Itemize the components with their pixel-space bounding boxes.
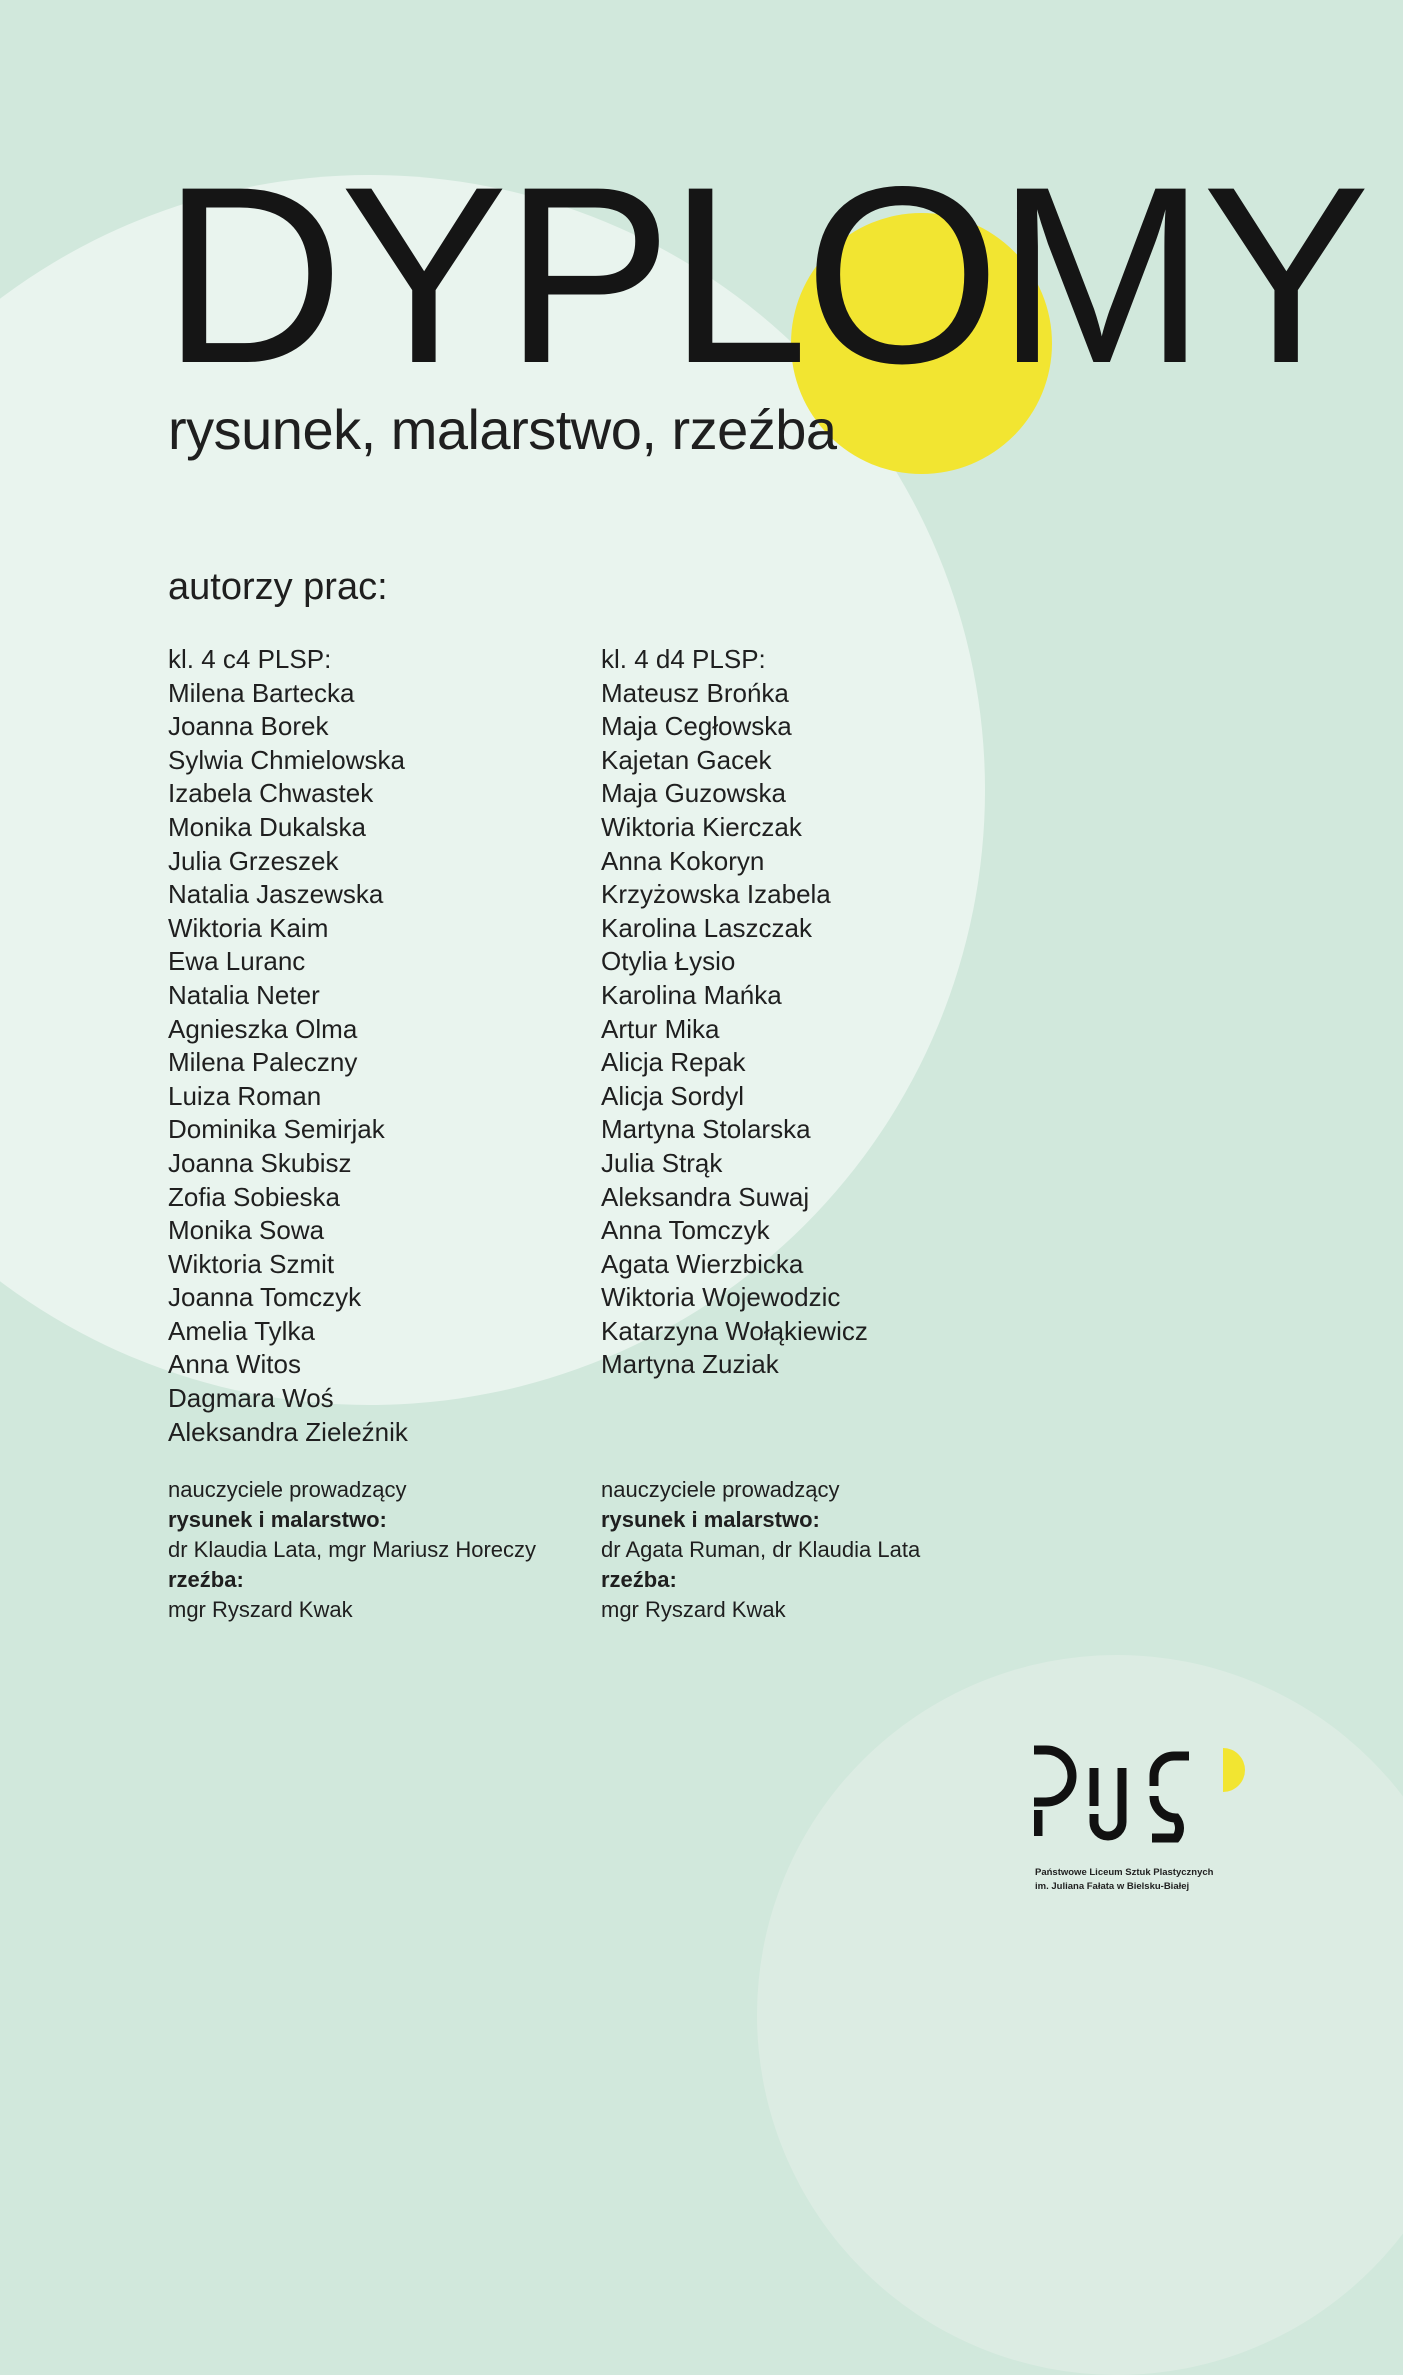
student-name: Joanna Skubisz (168, 1147, 352, 1178)
sculpture-label: rzeźba: (601, 1567, 677, 1592)
sculpture-teachers: mgr Ryszard Kwak (601, 1597, 786, 1622)
student-name: Monika Sowa (168, 1215, 325, 1246)
student-name: Anna Witos (168, 1349, 301, 1380)
student-name: Joanna Borek (168, 711, 329, 742)
student-name: Sylwia Chmielowska (168, 744, 405, 775)
student-name: Aleksandra Zieleźnik (168, 1416, 408, 1447)
student-name: Ewa Luranc (168, 946, 306, 977)
student-name: Martyna Zuziak (601, 1349, 779, 1380)
student-name: Wiktoria Szmit (168, 1248, 335, 1279)
sculpture-teachers: mgr Ryszard Kwak (168, 1597, 353, 1622)
student-name: Martyna Stolarska (601, 1114, 811, 1145)
teachers-c4 (168, 1475, 588, 1625)
teachers-heading: nauczyciele prowadzący (601, 1477, 840, 1502)
student-name: Julia Strąk (601, 1147, 723, 1178)
school-name-line-1: Państwowe Liceum Sztuk Plastycznych (1035, 1867, 1214, 1878)
student-name: Artur Mika (601, 1013, 720, 1044)
student-name: Kajetan Gacek (601, 744, 772, 775)
student-name: Natalia Neter (168, 979, 320, 1010)
student-name: Krzyżowska Izabela (601, 879, 831, 910)
student-name: Anna Kokoryn (601, 845, 765, 876)
student-name: Izabela Chwastek (168, 778, 374, 809)
class-d4-column (601, 643, 1021, 1382)
student-name: Maja Guzowska (601, 778, 786, 809)
class-c4-column (168, 643, 588, 1449)
student-name: Maja Cegłowska (601, 711, 792, 742)
teachers-d4 (601, 1475, 1021, 1625)
drawing-teachers: dr Agata Ruman, dr Klaudia Lata (601, 1537, 921, 1562)
student-name: Anna Tomczyk (601, 1215, 770, 1246)
student-name: Milena Paleczny (168, 1047, 358, 1078)
poster-subtitle: rysunek, malarstwo, rzeźba (168, 398, 837, 461)
authors-heading: autorzy prac: (168, 566, 388, 608)
drawing-label: rysunek i malarstwo: (601, 1507, 820, 1532)
student-name: Luiza Roman (168, 1080, 322, 1111)
student-name: Karolina Mańka (601, 979, 782, 1010)
drawing-label: rysunek i malarstwo: (168, 1507, 387, 1532)
student-name: Wiktoria Kierczak (601, 811, 802, 842)
student-name: Wiktoria Kaim (168, 912, 329, 943)
student-name: Agnieszka Olma (168, 1013, 358, 1044)
student-name: Karolina Laszczak (601, 912, 812, 943)
class-label: kl. 4 d4 PLSP: (601, 644, 766, 674)
student-name: Natalia Jaszewska (168, 879, 384, 910)
student-list (601, 677, 1021, 1382)
school-name-line-2: im. Juliana Fałata w Bielsku-Białej (1035, 1881, 1190, 1892)
teachers-heading: nauczyciele prowadzący (168, 1477, 407, 1502)
student-name: Mateusz Brońka (601, 677, 789, 708)
poster-title: DYPLOMY (162, 135, 1367, 416)
student-name: Alicja Repak (601, 1047, 746, 1078)
student-name: Wiktoria Wojewodzic (601, 1282, 841, 1313)
student-name: Alicja Sordyl (601, 1080, 745, 1111)
student-name: Julia Grzeszek (168, 845, 339, 876)
student-name: Dominika Semirjak (168, 1114, 385, 1145)
drawing-teachers: dr Klaudia Lata, mgr Mariusz Horeczy (168, 1537, 537, 1562)
student-name: Katarzyna Wołąkiewicz (601, 1315, 868, 1346)
student-name: Monika Dukalska (168, 811, 366, 842)
plsp-logo-icon (1034, 1744, 1249, 1844)
student-name: Joanna Tomczyk (168, 1282, 362, 1313)
student-name: Milena Bartecka (168, 677, 355, 708)
student-list (168, 677, 588, 1450)
class-label: kl. 4 c4 PLSP: (168, 644, 332, 674)
student-name: Zofia Sobieska (168, 1181, 340, 1212)
student-name: Agata Wierzbicka (601, 1248, 804, 1279)
student-name: Dagmara Woś (168, 1383, 334, 1414)
school-name-caption (1035, 1866, 1213, 1894)
student-name: Aleksandra Suwaj (601, 1181, 810, 1212)
student-name: Amelia Tylka (168, 1315, 315, 1346)
student-name: Otylia Łysio (601, 946, 736, 977)
sculpture-label: rzeźba: (168, 1567, 244, 1592)
